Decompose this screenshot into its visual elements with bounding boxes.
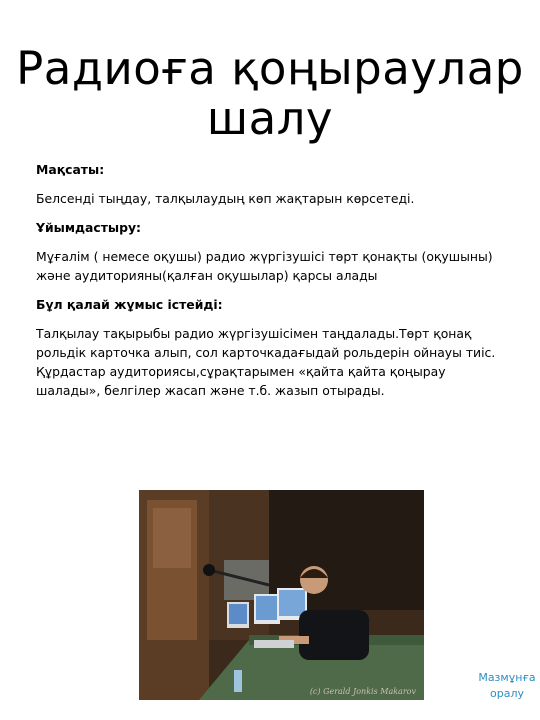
section-text-goal: Белсенді тыңдау, талқылаудың көп жақтарын көрсетеді.	[36, 191, 415, 206]
radio-studio-photo	[139, 490, 424, 700]
back-to-contents-link[interactable]	[474, 670, 540, 702]
photo-watermark: (c) Gerald Jonkis Makarov	[309, 687, 416, 696]
section-heading-how-it-works: Бұл қалай жұмыс істейді:	[36, 297, 223, 312]
section-text-organization: Мұғалім ( немесе оқушы) радио жүргізушісі төрт қонақты (оқушыны) және аудиторияны(қалған оқушылар) қарсы алады	[36, 249, 493, 283]
title-line-1: Радиоға қоңыраулар	[16, 42, 524, 95]
back-label-line-1: Мазмұнға	[478, 671, 536, 684]
page-title	[0, 44, 540, 144]
title-line-2: шалу	[206, 92, 334, 145]
content-body	[36, 160, 506, 410]
section-text-how-it-works: Талқылау тақырыбы радио жүргізушісімен таңдалады.Төрт қонақ рольдік карточка алып, сол карточкадағыдай рольдерін ойнауы тиіс. Құрдастар аудиториясы,сұрақтарымен «қайта қайта қоңырау шалады», белгілер жасап және т.б. жазып отырады.	[36, 326, 496, 398]
section-heading-organization: Ұйымдастыру:	[36, 220, 141, 235]
section-heading-goal: Мақсаты:	[36, 162, 105, 177]
back-label-line-2: оралу	[490, 687, 524, 700]
